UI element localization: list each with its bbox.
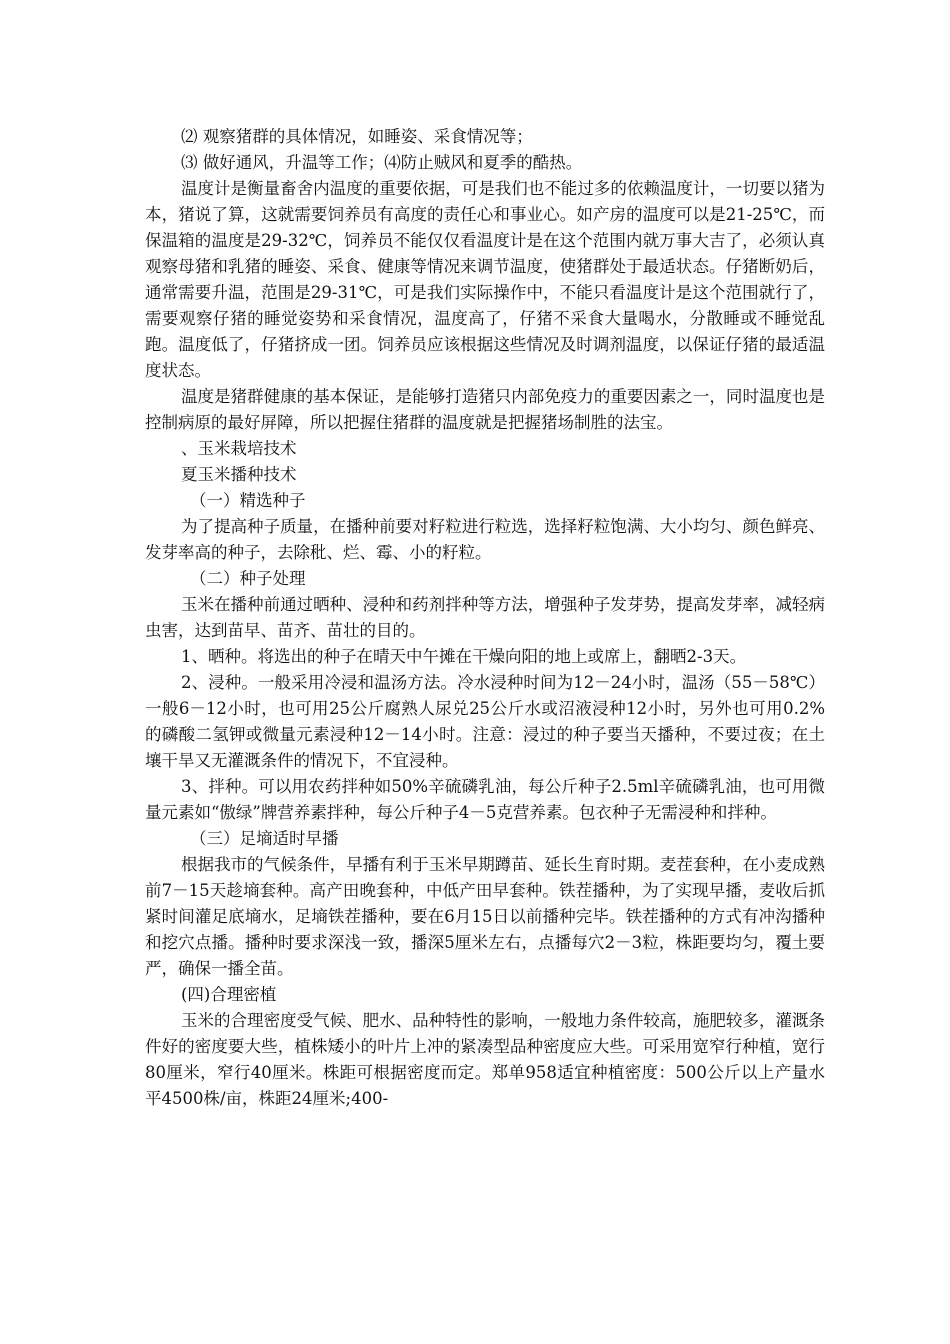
section-heading-corn-cultivation: 、玉米栽培技术 <box>181 439 297 458</box>
subheading-seed-treatment: （二）种子处理 <box>190 569 306 588</box>
paragraph-density: 玉米的合理密度受气候、肥水、品种特性的影响，一般地力条件较高，施肥较多，灌溉条件好的密度要大些，植株矮小的叶片上冲的紧凑型品种密度应大些。可采用宽窄行种植，宽行80厘米，窄行40厘米。株距可根据密度而定。郑单958适宜种植密度：500公斤以上产量水平4500株/亩，株距24厘米;400- <box>145 1011 825 1108</box>
paragraph-thermometer: 温度计是衡量畜舍内温度的重要依据，可是我们也不能过多的依赖温度计，一切要以猪为本，猪说了算，这就需要饲养员有高度的责任心和事业心。如产房的温度可以是21-25℃，而保温箱的温度是29-32℃，饲养员不能仅仅看温度计是在这个范围内就万事大吉了，必须认真观察母猪和乳猪的睡姿、采食、健康等情况来调节温度，使猪群处于最适状态。仔猪断奶后，通常需要升温，范围是29-31℃，可是我们实际操作中，不能只看温度计是这个范围就行了，需要观察仔猪的睡觉姿势和采食情况，温度高了，仔猪不采食大量喝水，分散睡或不睡觉乱跑。温度低了，仔猪挤成一团。饲养员应该根据这些情况及时调剂温度，以保证仔猪的最适温度状态。 <box>145 179 825 380</box>
paragraph-seed-treatment: 玉米在播种前通过晒种、浸种和药剂拌种等方法，增强种子发芽势，提高发芽率，减轻病虫害，达到苗早、苗齐、苗壮的目的。 <box>145 595 825 640</box>
paragraph-temperature-health: 温度是猪群健康的基本保证，是能够打造猪只内部免疫力的重要因素之一，同时温度也是控制病原的最好屏障，所以把握住猪群的温度就是把握猪场制胜的法宝。 <box>145 387 825 432</box>
subheading-early-sowing: （三）足墒适时早播 <box>190 829 339 848</box>
paragraph-observe-pigs: ⑵ 观察猪群的具体情况，如睡姿、采食情况等； <box>181 127 533 146</box>
paragraph-seed-selection: 为了提高种子质量，在播种前要对籽粒进行粒选，选择籽粒饱满、大小均匀、颜色鲜亮、发芽率高的种子，去除秕、烂、霉、小的籽粒。 <box>145 517 825 562</box>
document-page <box>145 124 825 1112</box>
paragraph-soaking: 2、浸种。一般采用冷浸和温汤方法。冷水浸种时间为12－24小时，温汤（55－58℃）一般6－12小时，也可用25公斤腐熟人尿兑25公斤水或沼液浸种12小时，另外也可用0.2%的磷酸二氢钾或微量元素浸种12－14小时。注意：浸过的种子要当天播种，不要过夜；在土壤干旱又无灌溉条件的情况下，不宜浸种。 <box>145 673 825 770</box>
paragraph-sun-drying: 1、晒种。将选出的种子在晴天中午摊在干燥向阳的地上或席上，翻晒2-3天。 <box>181 647 747 666</box>
section-heading-summer-corn-sowing: 夏玉米播种技术 <box>181 465 297 484</box>
subheading-density: (四)合理密植 <box>181 985 277 1004</box>
subheading-seed-selection: （一）精选种子 <box>190 491 306 510</box>
paragraph-early-sowing: 根据我市的气候条件，早播有利于玉米早期蹲苗、延长生育时期。麦茬套种，在小麦成熟前7－15天趁墒套种。高产田晚套种，中低产田早套种。铁茬播种，为了实现早播，麦收后抓紧时间灌足底墒水，足墒铁茬播种，要在6月15日以前播种完毕。铁茬播种的方式有冲沟播种和挖穴点播。播种时要求深浅一致，播深5厘米左右，点播每穴2－3粒，株距要均匀，覆土要严，确保一播全苗。 <box>145 855 825 978</box>
paragraph-ventilation: ⑶ 做好通风，升温等工作；⑷防止贼风和夏季的酷热。 <box>181 153 583 172</box>
paragraph-seed-dressing: 3、拌种。可以用农药拌种如50%辛硫磷乳油，每公斤种子2.5ml辛硫磷乳油，也可用微量元素如“傲绿”牌营养素拌种，每公斤种子4－5克营养素。包衣种子无需浸种和拌种。 <box>145 777 825 822</box>
